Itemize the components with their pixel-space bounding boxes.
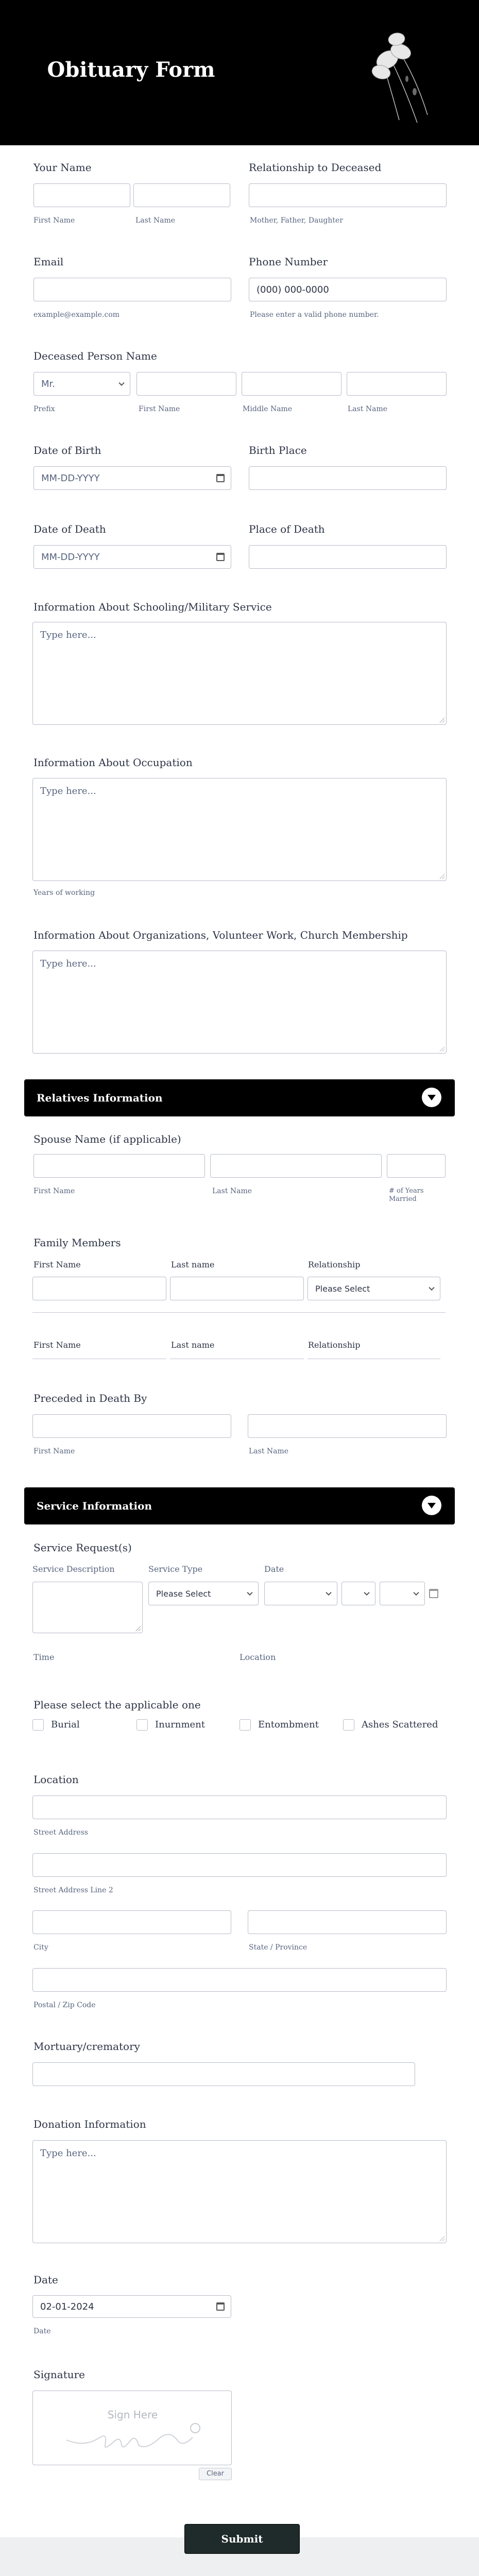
service-col-date: Date xyxy=(264,1564,284,1574)
chevron-down-icon xyxy=(118,380,124,386)
service-date-day-select[interactable] xyxy=(341,1582,375,1605)
occupation-label: Information About Occupation xyxy=(33,756,193,769)
email-sublabel: example@example.com xyxy=(33,311,120,319)
dob-input[interactable] xyxy=(33,466,231,490)
your-first-name-input[interactable] xyxy=(33,183,130,207)
relationship-input[interactable] xyxy=(249,183,447,207)
deceased-last-name-input[interactable] xyxy=(347,372,447,396)
deceased-first-name-input[interactable] xyxy=(136,372,236,396)
mortuary-label: Mortuary/crematory xyxy=(33,2040,140,2053)
sign-here-text: Sign Here xyxy=(107,2409,158,2421)
birth-place-input[interactable] xyxy=(249,466,447,490)
date-value: 02-01-2024 xyxy=(40,2301,94,2312)
family-last-name-input[interactable] xyxy=(170,1277,304,1300)
mortuary-input[interactable] xyxy=(32,2062,415,2086)
deceased-last-name-sublabel: Last Name xyxy=(348,405,388,413)
calendar-icon[interactable] xyxy=(216,2302,225,2311)
chevron-down-icon[interactable] xyxy=(422,1496,441,1515)
your-last-name-input[interactable] xyxy=(133,183,230,207)
resize-grip-icon[interactable] xyxy=(439,718,444,723)
signature-icon xyxy=(64,2417,208,2453)
service-type-placeholder: Please Select xyxy=(156,1588,211,1599)
signature-label: Signature xyxy=(33,2368,85,2381)
relationship-label: Relationship to Deceased xyxy=(249,161,382,174)
city-input[interactable] xyxy=(32,1910,231,1934)
chevron-down-icon xyxy=(429,1285,434,1291)
family-first-name-input[interactable] xyxy=(32,1277,166,1300)
preceded-last-name-sublabel: Last Name xyxy=(249,1447,289,1455)
ashes-scattered-option-label: Ashes Scattered xyxy=(362,1719,438,1730)
relatives-section-title: Relatives Information xyxy=(37,1092,163,1104)
phone-label: Phone Number xyxy=(249,256,328,268)
service-date-year-select[interactable] xyxy=(380,1582,425,1605)
occupation-textarea[interactable] xyxy=(32,778,447,881)
dob-placeholder: MM-DD-YYYY xyxy=(41,472,100,484)
burial-option-label: Burial xyxy=(51,1719,80,1730)
street-address-2-input[interactable] xyxy=(32,1853,447,1877)
service-requests-label: Service Request(s) xyxy=(33,1541,132,1554)
service-description-textarea[interactable] xyxy=(32,1582,143,1633)
dod-placeholder: MM-DD-YYYY xyxy=(41,551,100,563)
preceded-first-name-sublabel: First Name xyxy=(33,1447,75,1455)
calendar-icon[interactable] xyxy=(429,1589,438,1598)
prefix-value: Mr. xyxy=(41,378,55,389)
state-sublabel: State / Province xyxy=(249,1943,307,1952)
city-sublabel: City xyxy=(33,1943,48,1952)
spouse-first-name-input[interactable] xyxy=(33,1154,205,1178)
relationship-sublabel: Mother, Father, Daughter xyxy=(250,216,344,225)
dod-label: Date of Death xyxy=(33,523,106,535)
email-label: Email xyxy=(33,256,64,268)
relatives-section-header[interactable] xyxy=(24,1079,455,1116)
service-col-type: Service Type xyxy=(148,1564,203,1574)
deceased-middle-name-sublabel: Middle Name xyxy=(243,405,293,413)
ashes-scattered-checkbox[interactable] xyxy=(343,1719,354,1731)
phone-sublabel: Please enter a valid phone number. xyxy=(250,311,379,319)
your-last-name-sublabel: Last Name xyxy=(135,216,176,225)
preceded-label: Preceded in Death By xyxy=(33,1392,147,1404)
spouse-first-name-sublabel: First Name xyxy=(33,1187,75,1195)
chevron-down-icon xyxy=(247,1590,252,1596)
prefix-select[interactable] xyxy=(33,372,130,396)
flower-icon xyxy=(355,25,443,128)
donation-label: Donation Information xyxy=(33,2118,146,2130)
family-relationship-placeholder: Please Select xyxy=(315,1283,370,1294)
email-input[interactable] xyxy=(33,278,231,301)
phone-input[interactable]: (000) 000-0000 xyxy=(249,278,447,301)
organizations-textarea[interactable] xyxy=(32,951,447,1054)
spouse-last-name-sublabel: Last Name xyxy=(212,1187,252,1195)
state-input[interactable] xyxy=(248,1910,447,1934)
form-header xyxy=(0,0,479,145)
inurnment-option-label: Inurnment xyxy=(155,1719,206,1730)
signature-pad[interactable] xyxy=(32,2391,232,2465)
years-married-input[interactable] xyxy=(387,1154,446,1178)
resize-grip-icon[interactable] xyxy=(439,874,444,879)
death-place-label: Place of Death xyxy=(249,523,325,535)
clear-signature-button[interactable]: Clear xyxy=(199,2468,232,2480)
service-section-header[interactable] xyxy=(24,1487,455,1524)
date-label: Date xyxy=(33,2274,58,2286)
prefix-sublabel: Prefix xyxy=(33,405,55,413)
service-date-month-select[interactable] xyxy=(264,1582,337,1605)
chevron-down-icon xyxy=(364,1590,369,1596)
deceased-name-label: Deceased Person Name xyxy=(33,350,157,362)
calendar-icon[interactable] xyxy=(216,553,225,561)
deceased-middle-name-input[interactable] xyxy=(242,372,341,396)
donation-placeholder: Type here... xyxy=(40,2148,96,2159)
chevron-down-icon[interactable] xyxy=(422,1088,441,1107)
service-col-description: Service Description xyxy=(32,1564,115,1574)
deceased-first-name-sublabel: First Name xyxy=(139,405,180,413)
family-row2-relationship: Relationship xyxy=(308,1340,361,1350)
service-section-title: Service Information xyxy=(37,1500,152,1512)
street-address-sublabel: Street Address xyxy=(33,1828,88,1837)
years-married-sublabel: # of Years Married xyxy=(389,1187,424,1203)
dob-label: Date of Birth xyxy=(33,444,101,456)
organizations-placeholder: Type here... xyxy=(40,958,96,969)
burial-checkbox[interactable] xyxy=(32,1719,44,1731)
spouse-label: Spouse Name (if applicable) xyxy=(33,1133,181,1145)
dod-input[interactable] xyxy=(33,545,231,569)
schooling-label: Information About Schooling/Military Service xyxy=(33,601,272,613)
service-type-select[interactable] xyxy=(148,1582,259,1605)
chevron-down-icon xyxy=(413,1590,419,1596)
calendar-icon[interactable] xyxy=(216,474,225,482)
donation-textarea[interactable] xyxy=(32,2140,447,2243)
family-relationship-select[interactable] xyxy=(307,1277,440,1300)
preceded-first-name-input[interactable] xyxy=(32,1414,231,1438)
occupation-placeholder: Type here... xyxy=(40,786,96,796)
form-title: Obituary Form xyxy=(47,58,215,82)
postal-code-input[interactable] xyxy=(32,1968,447,1992)
family-col-first: First Name xyxy=(33,1260,81,1269)
schooling-textarea[interactable] xyxy=(32,622,447,725)
entombment-option-label: Entombment xyxy=(258,1719,319,1730)
street-address-input[interactable] xyxy=(32,1795,447,1819)
street-address-2-sublabel: Street Address Line 2 xyxy=(33,1886,113,1894)
death-place-input[interactable] xyxy=(249,545,447,569)
date-sublabel: Date xyxy=(33,2327,51,2335)
your-first-name-sublabel: First Name xyxy=(33,216,75,225)
organizations-label: Information About Organizations, Volunteer Work, Church Membership xyxy=(33,929,408,941)
service-location-label: Location xyxy=(239,1652,276,1662)
family-row2-first: First Name xyxy=(33,1340,81,1350)
resize-grip-icon[interactable] xyxy=(135,1626,141,1631)
postal-code-sublabel: Postal / Zip Code xyxy=(33,2001,96,2009)
birth-place-label: Birth Place xyxy=(249,444,307,456)
chevron-down-icon xyxy=(326,1590,331,1596)
table-divider xyxy=(32,1312,446,1313)
resize-grip-icon[interactable] xyxy=(439,2236,444,2241)
date-input[interactable] xyxy=(32,2295,231,2318)
resize-grip-icon[interactable] xyxy=(439,1046,444,1052)
service-time-label: Time xyxy=(33,1652,55,1662)
inurnment-checkbox[interactable] xyxy=(136,1719,148,1731)
family-col-relationship: Relationship xyxy=(308,1260,361,1269)
family-col-last: Last name xyxy=(171,1260,215,1269)
entombment-checkbox[interactable] xyxy=(239,1719,251,1731)
preceded-last-name-input[interactable] xyxy=(248,1414,447,1438)
family-row2-last: Last name xyxy=(171,1340,215,1350)
schooling-placeholder: Type here... xyxy=(40,630,96,640)
submit-button[interactable]: Submit xyxy=(184,2524,300,2554)
applicable-label: Please select the applicable one xyxy=(33,1699,201,1711)
spouse-last-name-input[interactable] xyxy=(210,1154,382,1178)
occupation-sublabel: Years of working xyxy=(33,889,95,897)
location-label: Location xyxy=(33,1773,79,1786)
your-name-label: Your Name xyxy=(33,161,92,174)
family-members-label: Family Members xyxy=(33,1236,121,1249)
